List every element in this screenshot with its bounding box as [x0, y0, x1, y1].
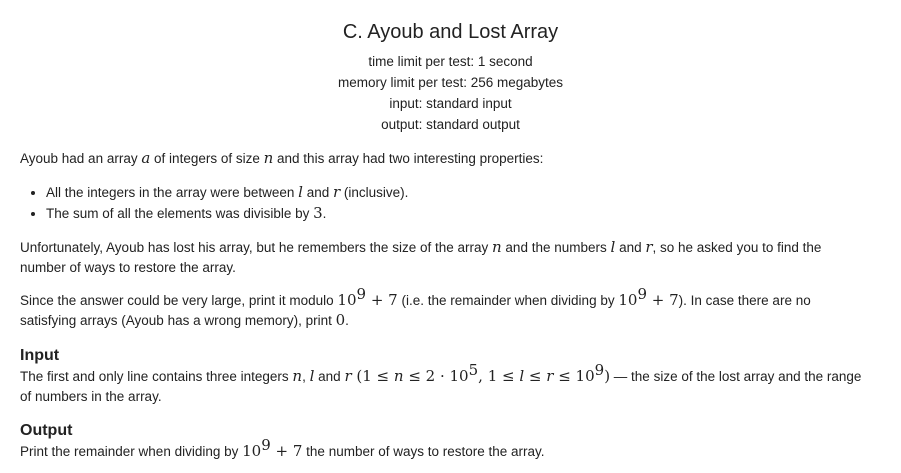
- statement-intro: Ayoub had an array a of integers of size n and this array had two interesting properties:: [20, 149, 544, 167]
- list-item: • The sum of all the elements was divisible by 3.: [46, 203, 886, 224]
- statement-lost: Unfortunately, Ayoub has lost his array, but he remembers the size of the array n and the numbers l and r, so he asked you to find the number of ways to restore the array.: [20, 238, 822, 275]
- output-heading: Output: [20, 422, 73, 439]
- output-spec: output: standard output: [381, 117, 520, 132]
- input-spec: input: standard input: [389, 96, 512, 111]
- list-item: • All the integers in the array were between l and r (inclusive).: [46, 182, 886, 203]
- time-limit: time limit per test: 1 second: [368, 54, 533, 69]
- properties-list: [20, 182, 886, 224]
- statement-modulo: Since the answer could be very large, print it modulo $10^9 + 7$ (i.e. the remainder when dividing by $10^9 + 7$). In case there are no satisfying arrays (Ayoub has a wrong memory), print 0.: [20, 285, 811, 329]
- input-description: The first and only line contains three integers n, l and r ($1 \le n \le 2 \cdot 10^5$, $1 \le l \le r \le 10^9$) — the size of the lost array and the range of numbers in the array.: [20, 361, 862, 404]
- output-description: Print the remainder when dividing by $10^9 + 7$ the number of ways to restore the array.: [20, 436, 545, 460]
- memory-limit: memory limit per test: 256 megabytes: [337, 75, 564, 90]
- input-heading: Input: [20, 347, 60, 364]
- problem-title: C. Ayoub and Lost Array: [342, 21, 559, 43]
